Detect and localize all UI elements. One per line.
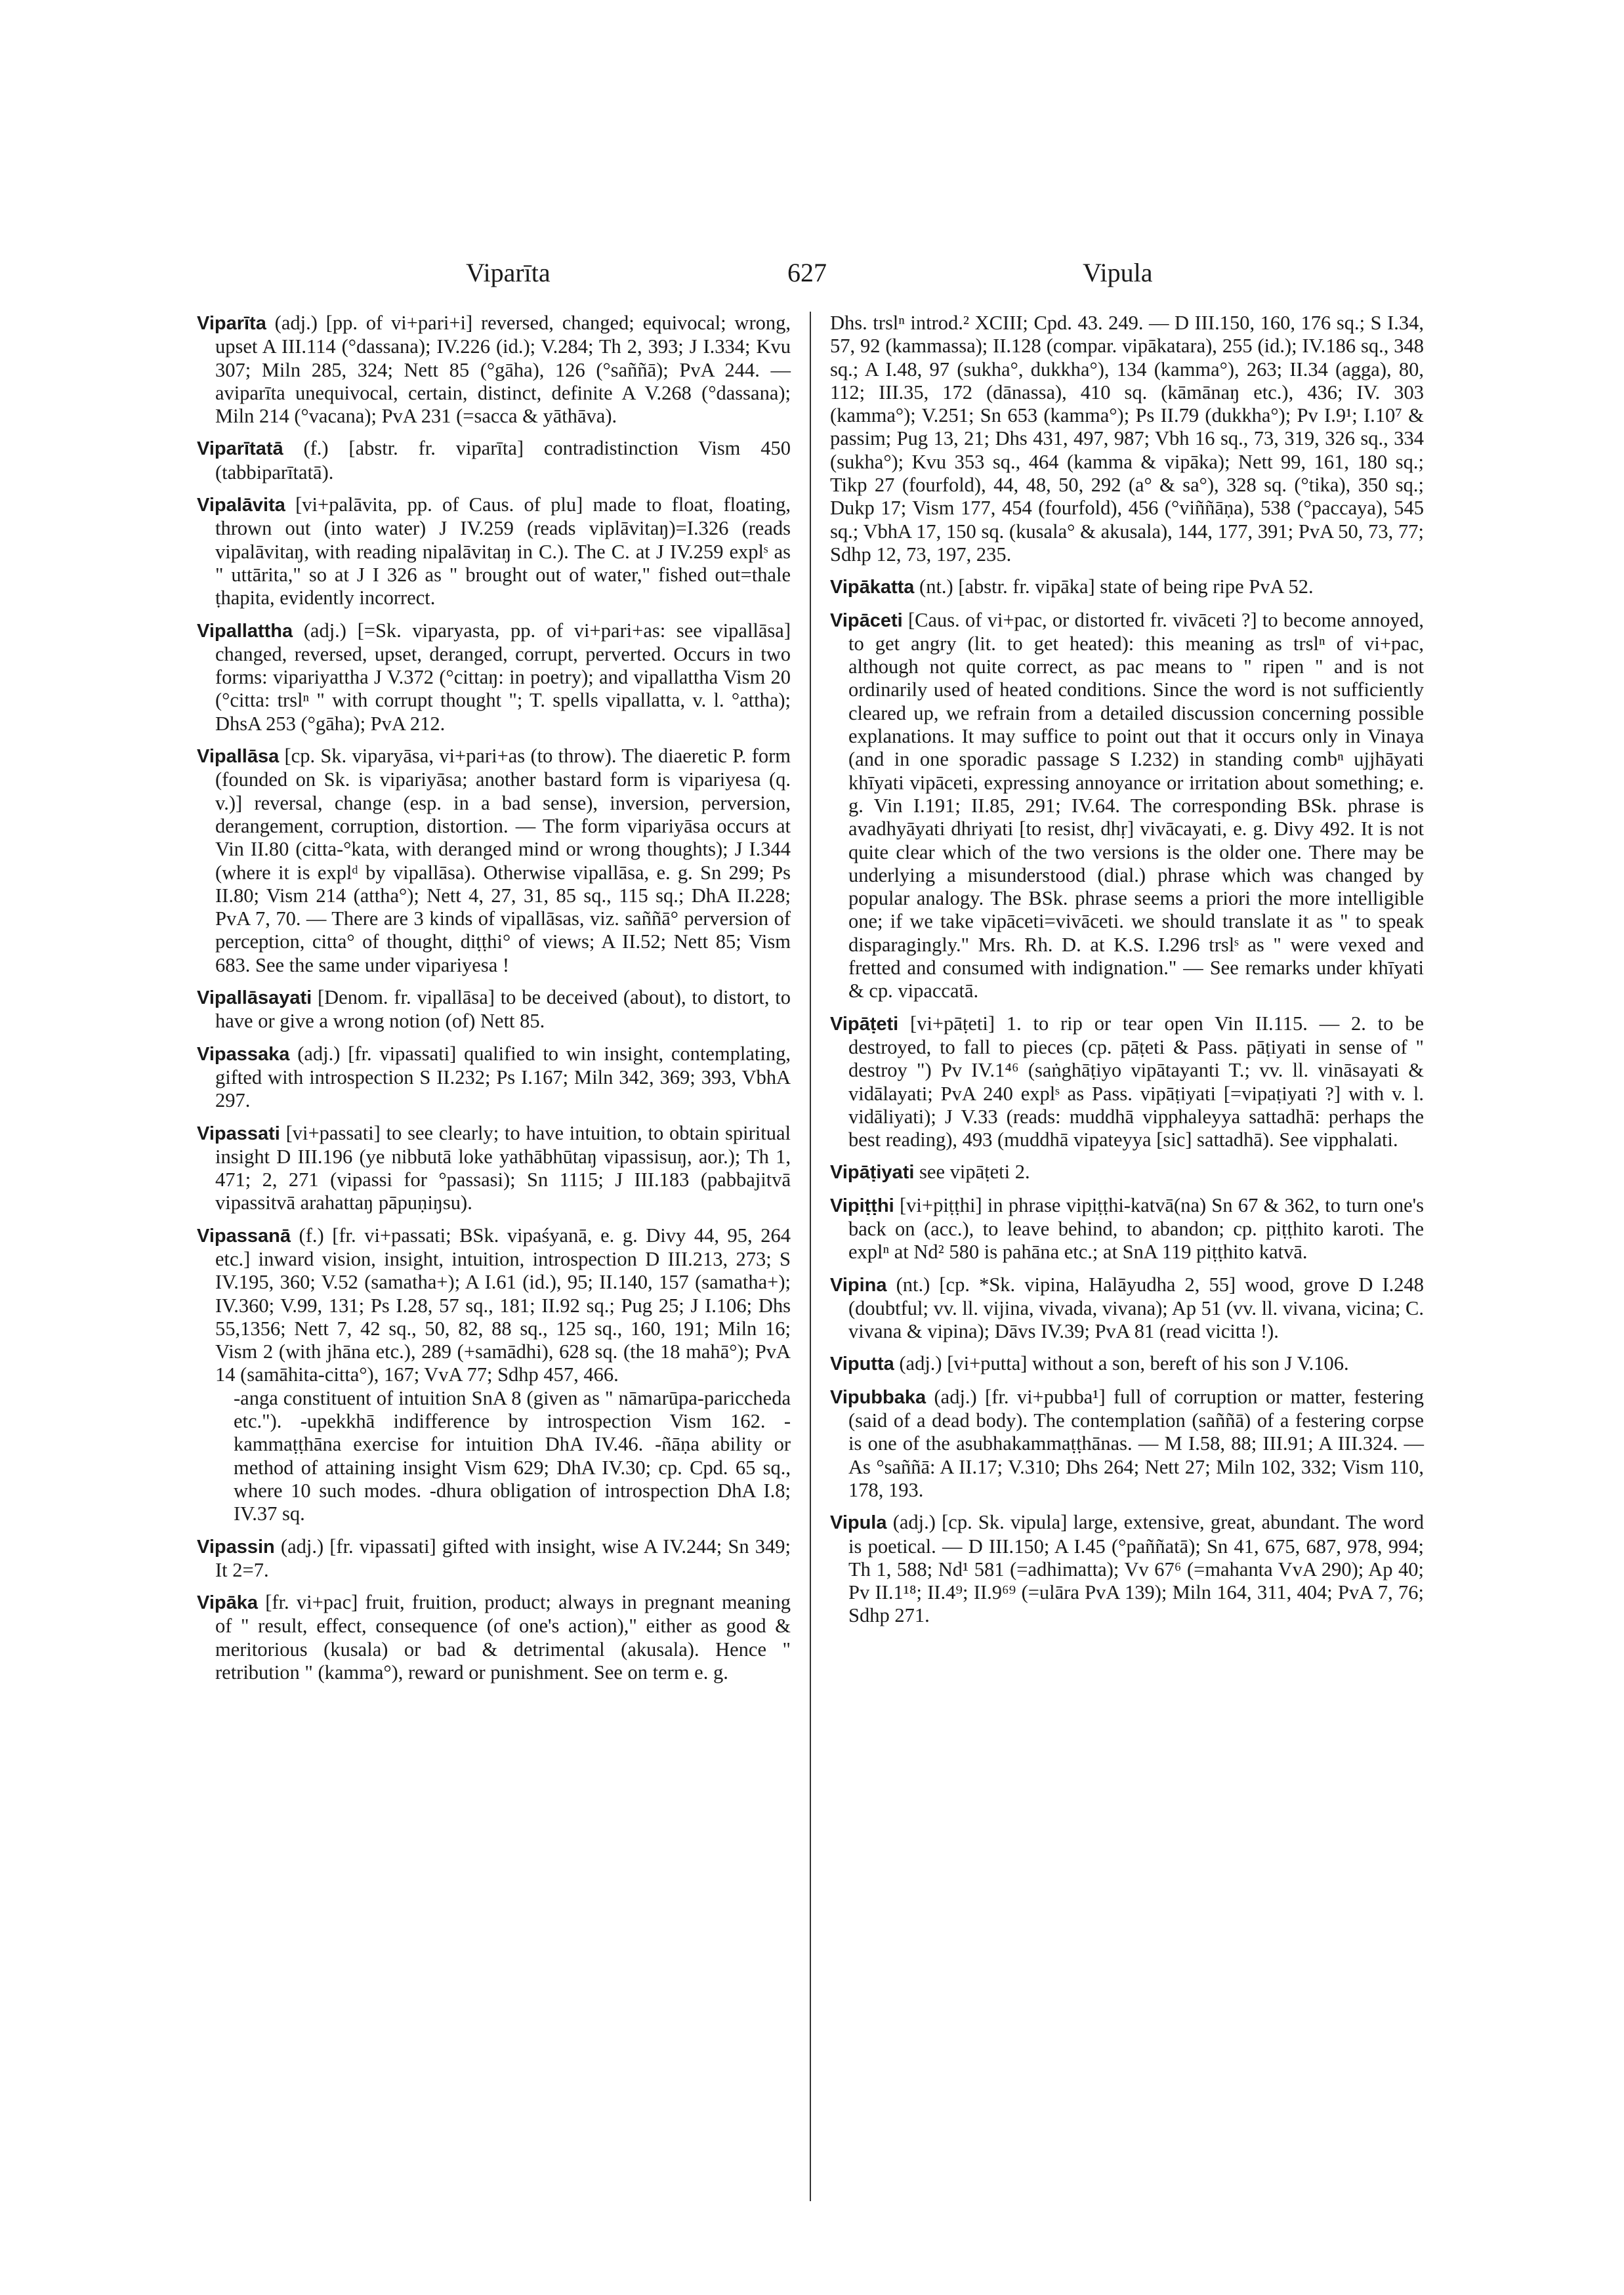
definition: [Caus. of vi+pac, or distorted fr. vivāceti ?] to become annoyed, to get angry (lit. to get heated): this meaning as trslⁿ of vi+pac, although not quite correct, as pac means to " ripen " and is not ordinarily used of heated conditions. Since the word is not sufficiently cleared up, we refrain from a detailed discussion concerning possible explanations. It may suffice to point out that it occurs only in Vinaya (and in one sporadic passage S I.232) in standing combⁿ ujjhāyati khīyati vipāceti, expressing annoyance or irritation about something; e. g. Vin I.191; II.85, 291; IV.64. The corresponding BSk. phrase is avadhyāyati dhriyati [to resist, dhṛ] vivācayati, e. g. Divy 492. It is not quite clear which of the two versions is the older one. There may be underlying a misunderstood (dial.) phrase which was changed by popular analogy. The BSk. phrase seems a priori the more intelligible one; if we take vipāceti=vivāceti. we should translate it as " to speak disparagingly." Mrs. Rh. D. at K.S. I.296 trslˢ as " were vexed and fretted and consumed with indignation." — See remarks under khīyati & cp. vipaccatā. — [848, 608, 1424, 1003]
headword: Vipallāsa — [197, 746, 280, 768]
headword: Vipassaka — [197, 1043, 290, 1065]
dictionary-entry — [830, 1386, 1424, 1502]
definition: [Denom. fr. vipallāsa] to be deceived (about), to distort, to have or give a wrong notion (of) Nett 85. — [215, 986, 791, 1033]
definition: (adj.) [fr. vi+pubba¹] full of corruption or matter, festering (said of a dead body). The contemplation (saññā) of a festering corpse is one of the asubhakammaṭṭhānas. — M I.58, 88; III.91; A III.324. — As °saññā: A II.17; V.310; Dhs 264; Nett 27; Miln 102, 332; Vism 110, 178, 193. — [848, 1385, 1425, 1501]
dictionary-entry — [830, 575, 1424, 599]
headword: Vipassati — [197, 1123, 280, 1144]
headword: Viputta — [830, 1354, 894, 1375]
right-column — [830, 312, 1424, 1637]
column-divider — [810, 312, 811, 2201]
definition: (nt.) [cp. *Sk. vipina, Halāyudha 2, 55] wood, grove D I.248 (doubtful; vv. ll. vijina, vivada, vivana); Ap 51 (vv. ll. vivana, vicina; C. vivana & vipina); Dāvs IV.39; PvA 81 (read vicitta !). — [848, 1273, 1425, 1343]
definition: (f.) [abstr. fr. viparīta] contradistinction Vism 450 (tabbiparītatā). — [215, 437, 791, 484]
headword: Vipassanā — [197, 1225, 291, 1247]
headword: Vipāṭiyati — [830, 1162, 915, 1184]
headword: Vipassin — [197, 1536, 275, 1558]
headword: Viparīta — [197, 313, 266, 334]
definition: [fr. vi+pac] fruit, fruition, product; always in pregnant meaning of " result, effect, consequence (of one's action)," either as good & meritorious (kusala) or bad & detrimental (akusala). Hence " retribution " (kamma°), reward or punishment. See on term e. g. — [215, 1591, 791, 1684]
dictionary-entry — [197, 745, 791, 977]
dictionary-entry — [830, 1273, 1424, 1344]
headword: Vipula — [830, 1512, 887, 1534]
dictionary-entry — [830, 1012, 1424, 1152]
dictionary-entry — [197, 986, 791, 1033]
definition: [vi+pāṭeti] 1. to rip or tear open Vin II.115. — 2. to be destroyed, to fall to pieces (cp. pāṭeti & Pass. pāṭiyati in sense of " destroy ") Pv IV.1⁴⁶ (saṅghāṭiyo vipātayanti T.; vv. ll. vināsayati & vidālayati; PvA 240 explˢ as Pass. vipāṭiyati [=vipaṭiyati ?] with v. l. vidāliyati); J V.33 (reads: muddhā vipphaleyya sattadhā: perhaps the best reading), 493 (muddhā vipateyya [sic] sattadhā). See vipphalati. — [848, 1012, 1424, 1151]
headword: Vipākatta — [830, 577, 915, 598]
definition: (adj.) [cp. Sk. vipula] large, extensive, great, abundant. The word is poetical. — D III.150; A I.45 (°paññatā); Sn 41, 675, 687, 978, 994; Th 1, 588; Nd¹ 581 (=adhimatta); Vv 67⁶ (=mahanta VvA 290); Ap 40; Pv II.1¹⁸; II.4⁹; II.9⁶⁹ (=ulāra PvA 139); Miln 164, 311, 404; PvA 7, 76; Sdhp 271. — [848, 1511, 1425, 1627]
dictionary-entry — [197, 493, 791, 610]
continued-entry-text: Dhs. trslⁿ introd.² XCIII; Cpd. 43. 249. — D III.150, 160, 176 sq.; S I.34, 57, 92 (kammassa); II.128 (compar. vipākatara), 255 (id.); IV.186 sq., 348 sq.; A I.48, 97 (sukha°, dukkha°), 134 (kamma°), 263; II.34 (agga), 80, 112; III.35, 172 (dānassa), 410 sq. (kāmānaŋ etc.), 436; IV. 303 (kamma°); V.251; Sn 653 (kamma°); Ps II.79 (dukkha°); Pv I.9¹; I.10⁷ & passim; Pug 13, 21; Dhs 431, 497, 987; Vbh 16 sq., 73, 319, 326 sq., 334 (sukha°); Kvu 353 sq., 464 (kamma & vipāka); Nett 99, 161, 180 sq.; Tikp 27 (fourfold), 44, 48, 50, 292 (a° & sa°), 328 sq. (°tika), 350 sq.; Dukp 17; Vism 177, 454 (fourfold), 456 (°viññāṇa), 538 (°paccaya), 545 sq.; VbhA 17, 150 sq. (kusala° & akusala), 144, 177, 391; PvA 50, 73, 77; Sdhp 12, 73, 197, 235. — [830, 312, 1424, 566]
dictionary-entry — [830, 1161, 1424, 1184]
running-head-right: Vipula — [1083, 258, 1153, 287]
definition: see vipāṭeti 2. — [919, 1161, 1030, 1184]
dictionary-entry — [197, 312, 791, 428]
dictionary-entry — [197, 1043, 791, 1113]
headword: Vipallāsayati — [197, 987, 312, 1009]
definition: [vi+passati] to see clearly; to have intuition, to obtain spiritual insight D III.196 (ye nibbutā loke yathābhūtaŋ vipassisuŋ, aor.); Th 1, 471; 2, 271 (vipassi for °passasi); Sn 1115; J III.183 (pabbajitvā vipassitvā arahattaŋ pāpuṇiŋsu). — [215, 1121, 791, 1214]
dictionary-entry — [830, 1194, 1424, 1264]
headword: Vipallattha — [197, 620, 293, 642]
definition: (nt.) [abstr. fr. vipāka] state of being ripe PvA 52. — [919, 575, 1314, 598]
dictionary-entry — [197, 1591, 791, 1684]
headword: Vipiṭṭhi — [830, 1195, 894, 1216]
dictionary-entry — [830, 1352, 1424, 1376]
definition: (adj.) [fr. vipassati] qualified to win insight, contemplating, gifted with introspection S II.232; Ps I.167; Miln 342, 369; 393, VbhA 297. — [215, 1042, 791, 1112]
dictionary-entry — [197, 1535, 791, 1582]
definition: (adj.) [=Sk. viparyasta, pp. of vi+pari+as: see vipallāsa] changed, reversed, upset, deranged, corrupt, perverted. Occurs in two forms: vipariyattha J V.372 (°cittaŋ: in poetry); and vipallattha Vism 20 (°citta: trslⁿ " with corrupt thought "; T. spells vipallatta, v. l. °attha); DhsA 253 (°gāha); PvA 212. — [215, 619, 791, 735]
page-number: 627 — [787, 258, 827, 287]
dictionary-entry — [197, 619, 791, 735]
headword: Vipina — [830, 1274, 887, 1296]
definition: (f.) [fr. vi+passati; BSk. vipaśyanā, e. g. Divy 44, 95, 264 etc.] inward vision, insight, intuition, introspection D III.213, 273; S IV.195, 360; V.52 (samatha+); A I.61 (id.), 95; II.140, 157 (samatha+); IV.360; V.99, 131; Ps I.28, 57 sq., 181; II.92 sq.; Pug 25; J I.106; Dhs 55,1356; Nett 7, 42 sq., 50, 82, 88 sq., 125 sq., 160, 191; Miln 16; Vism 2 (with jhāna etc.), 289 (+samādhi), 628 sq. (the 18 mahā°); PvA 14 (samāhita-citta°), 167; VvA 77; Sdhp 457, 466. — [215, 1224, 791, 1386]
definition: (adj.) [vi+putta] without a son, bereft of his son J V.106. — [899, 1352, 1349, 1375]
definition: [cp. Sk. viparyāsa, vi+pari+as (to throw). The diaeretic P. form (founded on Sk. is vipariyāsa; another bastard form is vipariyesa (q. v.)] reversal, change (esp. in a bad sense), inversion, perversion, derangement, corruption, distortion. — The form vipariyāsa occurs at Vin II.80 (citta-°kata, with deranged mind or wrong thoughts); J I.344 (where it is explᵈ by vipallāsa). Otherwise vipallāsa, e. g. Sn 299; Ps II.80; Vism 214 (attha°); Nett 4, 27, 31, 85 sq., 115 sq.; DhA II.228; PvA 7, 70. — There are 3 kinds of vipallāsas, viz. saññā° perversion of perception, citta° of thought, diṭṭhi° of views; A II.52; Nett 85; Vism 683. See the same under vipariyesa ! — [215, 745, 791, 976]
dictionary-entry — [197, 1122, 791, 1215]
definition: [vi+piṭṭhi] in phrase vipiṭṭhi-katvā(na) Sn 67 & 362, to turn one's back on (acc.), to leave behind, to abandon; cp. piṭṭhito karoti. The explⁿ at Nd² 580 is pahāna etc.; at SnA 119 piṭṭhito katvā. — [848, 1193, 1425, 1264]
compound-subentries: -anga constituent of intuition SnA 8 (given as " nāmarūpa-pariccheda etc."). -upekkhā indifference by introspection Vism 162. -kammaṭṭhāna exercise for intuition DhA IV.46. -ñāṇa ability or method of attaining insight Vism 629; DhA IV.30; cp. Cpd. 65 sq., where 10 such modes. -dhura obligation of introspection DhA I.8; IV.37 sq. — [234, 1386, 791, 1525]
definition: [vi+palāvita, pp. of Caus. of plu] made to float, floating, thrown out (into water) J IV.259 (reads viplāvitaŋ)=I.326 (reads vipalāvitaŋ, with reading nipalāvitaŋ in C.). The C. at J IV.259 explˢ as " uttārita," so at J I 326 as " brought out of water," fished out=thale ṭhapita, evidently incorrect. — [215, 493, 791, 610]
dictionary-entry — [830, 609, 1424, 1003]
headword: Vipāṭeti — [830, 1013, 899, 1035]
running-head-left: Viparīta — [466, 258, 551, 287]
headword: Vipāceti — [830, 610, 903, 631]
dictionary-entry — [197, 1224, 791, 1526]
headword: Vipubbaka — [830, 1386, 927, 1408]
dictionary-entry — [197, 437, 791, 484]
headword: Vipalāvita — [197, 495, 285, 516]
definition: (adj.) [pp. of vi+pari+i] reversed, changed; equivocal; wrong, upset A III.114 (°dassana); IV.226 (id.); V.284; Th 2, 393; J I.334; Kvu 307; Miln 285, 324; Nett 85 (°gāha), 126 (°saññā); PvA 244. — aviparīta unequivocal, certain, distinct, definite A V.268 (°dassana); Miln 214 (°vacana); PvA 231 (=sacca & yāthāva). — [215, 312, 791, 428]
headword: Vipāka — [197, 1592, 258, 1614]
dictionary-entry — [830, 1511, 1424, 1627]
headword: Viparītatā — [197, 438, 283, 460]
left-column — [197, 312, 791, 1693]
definition: (adj.) [fr. vipassati] gifted with insight, wise A IV.244; Sn 349; It 2=7. — [215, 1535, 791, 1581]
